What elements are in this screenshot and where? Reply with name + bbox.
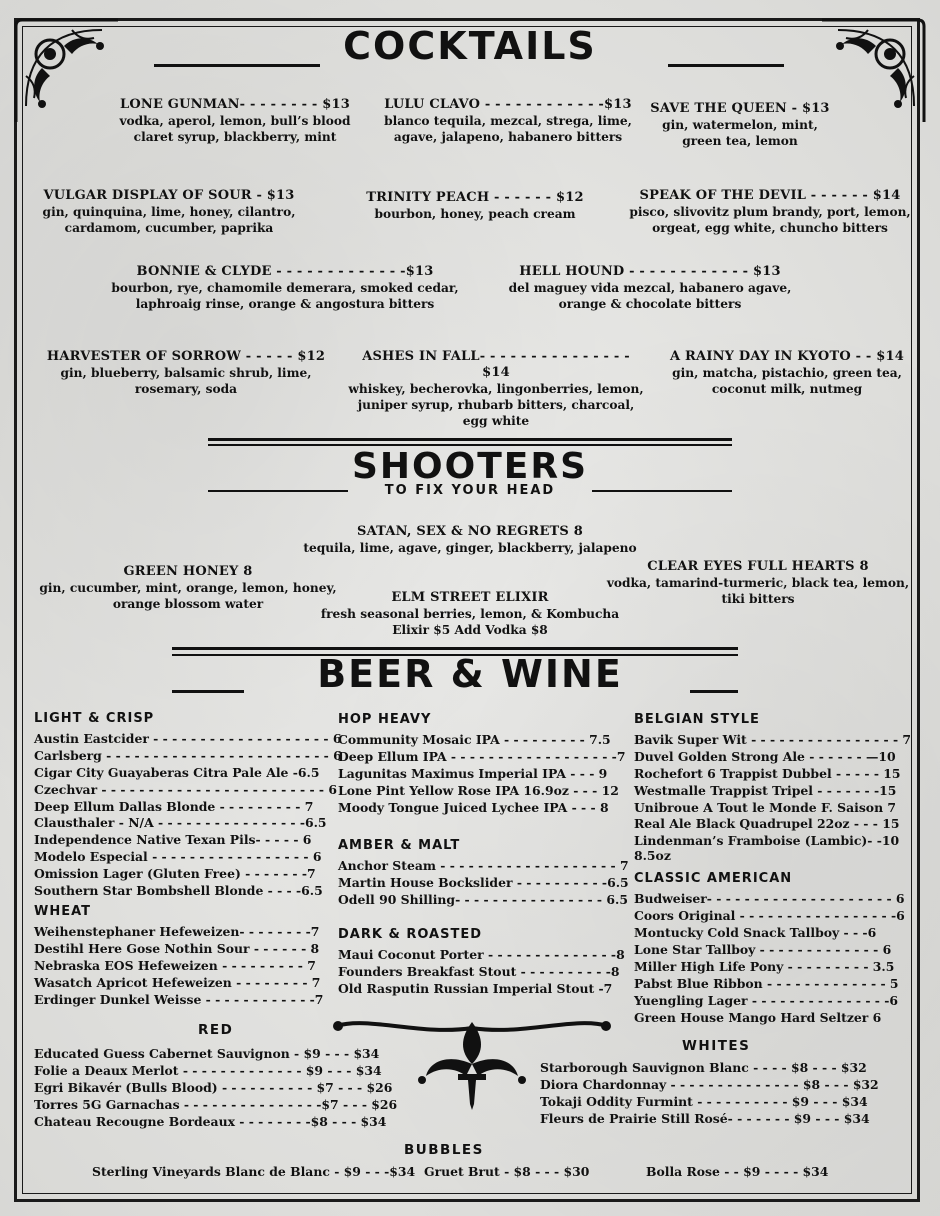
- shooter-desc: fresh seasonal berries, lemon, & Kombucha: [320, 607, 620, 621]
- bubbles-item: Gruet Brut - $8 - - - $30: [424, 1164, 590, 1179]
- menu-row: Cigar City Guayaberas Citra Pale Ale -6.5: [34, 764, 320, 780]
- menu-row: Coors Original - - - - - - - - - - - - - - - - -6: [634, 908, 905, 924]
- cocktail-desc: blanco tequila, mezcal, strega, lime,: [384, 114, 632, 128]
- menu-row: Wasatch Apricot Hefeweizen - - - - - - - - 7: [34, 974, 321, 990]
- menu-row: Lagunitas Maximus Imperial IPA - - - 9: [338, 765, 608, 781]
- cocktail-item: [100, 264, 470, 312]
- beer-wine-heading: BEER & WINE: [317, 652, 623, 696]
- section-title: WHITES: [682, 1038, 751, 1054]
- cocktail-desc: coconut milk, nutmeg: [711, 382, 863, 396]
- shooter-name: GREEN HONEY 8: [123, 564, 253, 579]
- cocktail-name: HARVESTER OF SORROW - - - - - $12: [46, 349, 326, 364]
- menu-row: Moody Tongue Juiced Lychee IPA - - - 8: [338, 799, 609, 815]
- menu-row: Miller High Life Pony - - - - - - - - - 3.5: [634, 958, 895, 974]
- shooter-item: [30, 564, 346, 612]
- section-title: HOP HEAVY: [338, 712, 432, 727]
- section-title: DARK & ROASTED: [338, 927, 482, 943]
- shooter-desc: tiki bitters: [721, 592, 795, 606]
- cocktail-desc: rosemary, soda: [134, 382, 238, 396]
- cocktail-desc: laphroaig rinse, orange & angostura bitters: [135, 297, 435, 311]
- menu-row: Starborough Sauvignon Blanc - - - - $8 - - - $32: [540, 1060, 867, 1075]
- shooter-name: SATAN, SEX & NO REGRETS 8: [357, 524, 583, 539]
- cocktail-desc: del maguey vida mezcal, habanero agave,: [508, 281, 792, 295]
- menu-row: Duvel Golden Strong Ale - - - - - - —10: [634, 748, 896, 764]
- menu-row: Lone Pint Yellow Rose IPA 16.9oz - - - 12: [338, 782, 619, 798]
- heading-rule: [690, 690, 738, 693]
- menu-row: Montucky Cold Snack Tallboy - - -6: [634, 925, 877, 941]
- section-title: BUBBLES: [404, 1142, 484, 1158]
- menu-row: Lone Star Tallboy - - - - - - - - - - - - - 6: [634, 941, 892, 957]
- menu-row: Real Ale Black Quadrupel 22oz - - - 15: [634, 816, 900, 832]
- cocktail-item: [100, 97, 370, 145]
- menu-row: Omission Lager (Gluten Free) - - - - - - -7: [34, 866, 316, 882]
- section-title: LIGHT & CRISP: [34, 711, 155, 726]
- cocktail-item: [620, 188, 920, 236]
- menu-row: Clausthaler - N/A - - - - - - - - - - - - - - - -6.5: [34, 815, 327, 831]
- menu-row: Carlsberg - - - - - - - - - - - - - - - - - - - - - - - - 6: [34, 747, 342, 763]
- cocktail-desc: gin, blueberry, balsamic shrub, lime,: [60, 366, 312, 380]
- beer-column-2: [338, 712, 629, 998]
- beer-column-3: [634, 712, 911, 1027]
- menu-row: Yuengling Lager - - - - - - - - - - - - - - -6: [634, 992, 899, 1008]
- cocktail-desc: whiskey, becherovka, lingonberries, lemon,: [348, 382, 644, 396]
- menu-row: Lindenman’s Framboise (Lambic)- -10: [634, 833, 900, 849]
- shooter-desc: vodka, tamarind-turmeric, black tea, lemon,: [606, 576, 910, 590]
- menu-row: Folie a Deaux Merlot - - - - - - - - - - - - - $9 - - - $34: [34, 1062, 382, 1078]
- menu-row: Egri Bikavér (Bulls Blood) - - - - - - - - - - $7 - - - $26: [34, 1079, 393, 1095]
- heading-rule: [208, 438, 732, 441]
- menu-row: Old Rasputin Russian Imperial Stout -7: [338, 980, 613, 996]
- shooter-desc: gin, cucumber, mint, orange, lemon, honey,: [39, 581, 337, 595]
- cocktail-name: SPEAK OF THE DEVIL - - - - - - $14: [639, 188, 901, 203]
- bubbles-item: Sterling Vineyards Blanc de Blanc - $9 - - -$34: [92, 1164, 416, 1179]
- menu-row: Fleurs de Prairie Still Rosé- - - - - - - $9 - - - $34: [540, 1110, 870, 1126]
- menu-row: Czechvar - - - - - - - - - - - - - - - - - - - - - - - - 6: [34, 781, 337, 797]
- menu-row: Austin Eastcider - - - - - - - - - - - - - - - - - - - 6: [34, 730, 342, 746]
- menu-row: Bavik Super Wit - - - - - - - - - - - - - - - - 7: [634, 731, 912, 747]
- cocktail-name: VULGAR DISPLAY OF SOUR - $13: [43, 188, 295, 203]
- cocktail-name: ASHES IN FALL- - - - - - - - - - - - - - - $14: [362, 349, 630, 380]
- menu-row: Odell 90 Shilling- - - - - - - - - - - - - - - - 6.5: [338, 892, 628, 908]
- shooter-desc: tequila, lime, agave, ginger, blackberry, jalapeno: [303, 541, 637, 555]
- cocktail-item: [346, 349, 646, 429]
- cocktail-name: A RAINY DAY IN KYOTO - - $14: [670, 349, 904, 364]
- cocktails-heading: COCKTAILS: [343, 24, 597, 68]
- bubbles-item: Bolla Rose - - $9 - - - - $34: [646, 1164, 829, 1179]
- cocktail-desc: claret syrup, blackberry, mint: [133, 130, 337, 144]
- cocktail-desc: agave, jalapeno, habanero bitters: [393, 130, 623, 144]
- cocktail-desc: pisco, slivovitz plum brandy, port, lemon,: [629, 205, 911, 219]
- cocktail-item: [36, 349, 336, 397]
- menu-row: Unibroue A Tout le Monde F. Saison 7: [634, 799, 897, 815]
- menu-row: Deep Ellum IPA - - - - - - - - - - - - - - - - - -7: [338, 748, 626, 764]
- menu-row: Anchor Steam - - - - - - - - - - - - - - - - - - - 7: [338, 858, 629, 874]
- section-title: WHEAT: [34, 903, 92, 919]
- cocktail-desc: bourbon, honey, peach cream: [374, 207, 576, 221]
- menu-row: Educated Guess Cabernet Sauvignon - $9 - - - $34: [34, 1046, 380, 1061]
- section-title: RED: [198, 1022, 234, 1038]
- menu-row: Destihl Here Gose Nothin Sour - - - - - - 8: [34, 940, 320, 956]
- shooters-heading: SHOOTERS: [351, 446, 589, 487]
- menu-row: Budweiser- - - - - - - - - - - - - - - - - - - - 6: [634, 891, 905, 907]
- cocktail-desc: gin, watermelon, mint,: [662, 118, 818, 132]
- shooter-desc: orange blossom water: [112, 597, 264, 611]
- menu-row: Torres 5G Garnachas - - - - - - - - - - - - - - -$7 - - - $26: [34, 1096, 398, 1112]
- menu-row: Independence Native Texan Pils- - - - - 6: [34, 832, 312, 848]
- menu-row: Diora Chardonnay - - - - - - - - - - - - - - $8 - - - $32: [540, 1076, 879, 1092]
- shooters-subheading: TO FIX YOUR HEAD: [384, 483, 556, 498]
- cocktail-desc: gin, matcha, pistachio, green tea,: [672, 366, 902, 380]
- cocktail-item: [350, 190, 600, 222]
- menu-row: Westmalle Trappist Tripel - - - - - - -15: [634, 782, 897, 798]
- shooter-name: CLEAR EYES FULL HEARTS 8: [647, 559, 869, 574]
- cocktail-item: [368, 97, 648, 145]
- cocktail-name: SAVE THE QUEEN - $13: [650, 101, 830, 116]
- menu-row: Rochefort 6 Trappist Dubbel - - - - - 15: [634, 765, 901, 781]
- section-title: AMBER & MALT: [338, 838, 461, 854]
- menu-row: Maui Coconut Porter - - - - - - - - - - - - - -8: [338, 946, 625, 962]
- shooter-item: [600, 559, 916, 607]
- cocktail-desc: orange & chocolate bitters: [558, 297, 742, 311]
- menu-row: Community Mosaic IPA - - - - - - - - - 7.5: [338, 731, 611, 747]
- beer-column-1: [34, 711, 342, 1008]
- heading-rule: [172, 690, 244, 693]
- menu-row: Martin House Bockslider - - - - - - - - - -6.5: [338, 875, 629, 891]
- menu-row: Modelo Especial - - - - - - - - - - - - - - - - - 6: [34, 849, 322, 865]
- cocktail-desc: gin, quinquina, lime, honey, cilantro,: [42, 205, 296, 219]
- cocktail-name: TRINITY PEACH - - - - - - $12: [366, 190, 584, 205]
- cocktail-desc: bourbon, rye, chamomile demerara, smoked cedar,: [111, 281, 459, 295]
- cocktail-desc: orgeat, egg white, chuncho bitters: [652, 221, 888, 235]
- cocktail-desc: vodka, aperol, lemon, bull’s blood: [119, 114, 351, 128]
- menu-row: Weihenstephaner Hefeweizen- - - - - - - -7: [34, 923, 320, 939]
- cocktail-item: [640, 101, 840, 149]
- cocktail-name: LONE GUNMAN- - - - - - - - $13: [120, 97, 350, 112]
- menu-row: 8.5oz: [634, 848, 671, 864]
- cocktail-item: [24, 188, 314, 236]
- white-wine-list: [540, 1060, 879, 1128]
- cocktail-desc: juniper syrup, rhubarb bitters, charcoal,: [357, 398, 635, 412]
- shooter-name: ELM STREET ELIXIR: [391, 590, 549, 605]
- menu-row: Nebraska EOS Hefeweizen - - - - - - - - - 7: [34, 957, 316, 973]
- section-title: BELGIAN STYLE: [634, 712, 760, 727]
- menu-row: Green House Mango Hard Seltzer 6: [634, 1009, 882, 1025]
- menu-row: Deep Ellum Dallas Blonde - - - - - - - - - 7: [34, 798, 314, 814]
- shooter-desc: Elixir $5 Add Vodka $8: [392, 623, 548, 637]
- cocktail-desc: green tea, lemon: [682, 134, 798, 148]
- menu-row: Tokaji Oddity Furmint - - - - - - - - - - $9 - - - $34: [540, 1093, 868, 1109]
- cocktail-name: LULU CLAVO - - - - - - - - - - - -$13: [384, 97, 632, 112]
- cocktail-item: [652, 349, 922, 397]
- menu-row: Founders Breakfast Stout - - - - - - - - - -8: [338, 963, 620, 979]
- menu-row: Chateau Recougne Bordeaux - - - - - - - -$8 - - - $34: [34, 1113, 387, 1129]
- cocktail-item: [490, 264, 810, 312]
- shooter-item: [310, 590, 630, 638]
- cocktail-name: HELL HOUND - - - - - - - - - - - - $13: [519, 264, 781, 279]
- cocktail-desc: cardamom, cucumber, paprika: [64, 221, 274, 235]
- section-title: CLASSIC AMERICAN: [634, 871, 793, 887]
- cocktail-desc: egg white: [462, 414, 530, 428]
- shooter-item: [270, 524, 670, 556]
- menu-row: Southern Star Bombshell Blonde - - - -6.5: [34, 883, 323, 899]
- cocktail-name: BONNIE & CLYDE - - - - - - - - - - - - -$13: [136, 264, 434, 279]
- menu-row: Pabst Blue Ribbon - - - - - - - - - - - - - 5: [634, 975, 899, 991]
- heading-rule: [172, 647, 738, 650]
- menu-row: Erdinger Dunkel Weisse - - - - - - - - - - - -7: [34, 991, 324, 1007]
- red-wine-list: [34, 1046, 397, 1131]
